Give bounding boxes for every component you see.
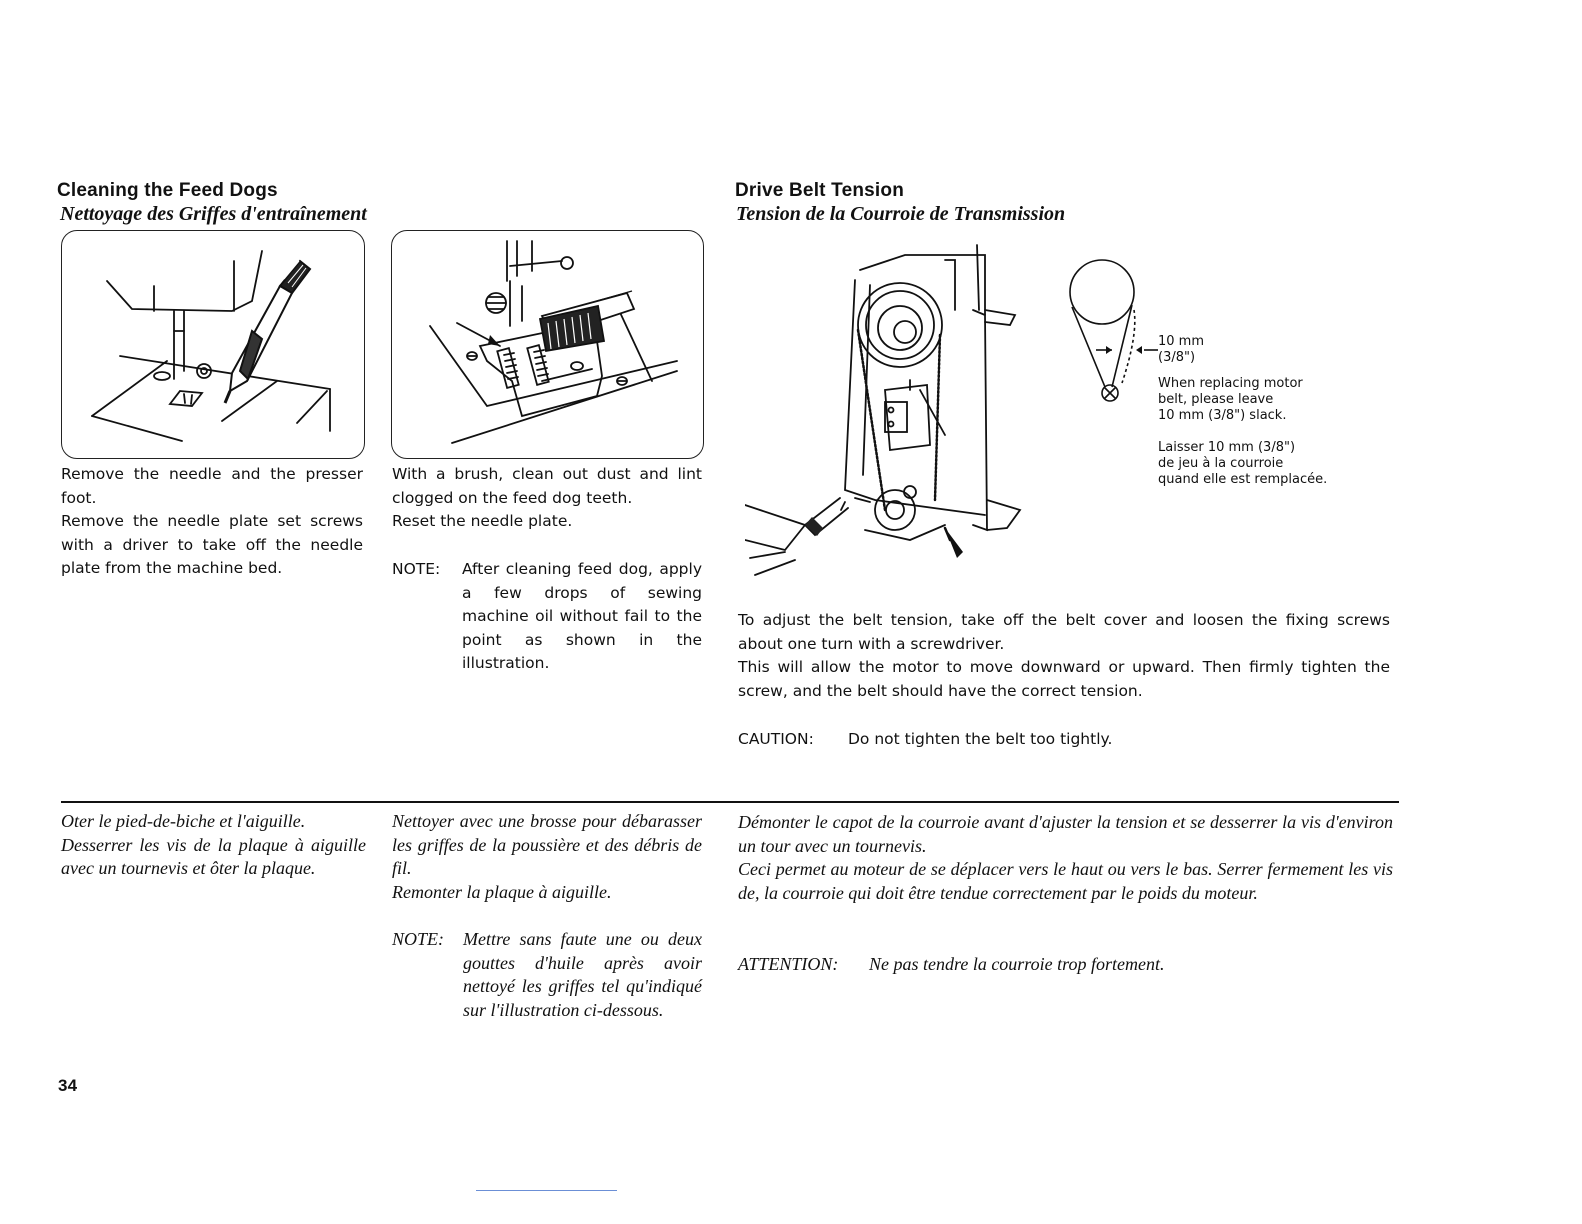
paragraph: Reset the needle plate. <box>392 512 573 530</box>
scan-artifact-line <box>476 1190 617 1191</box>
figure-belt-slack <box>1060 255 1160 410</box>
paragraph: Oter le pied-de-biche et l'aiguille. <box>61 811 306 831</box>
slack-note-en <box>1158 376 1303 424</box>
note-line: quand elle est remplacée. <box>1158 472 1328 487</box>
caution-note <box>738 728 1390 752</box>
paragraph: Remonter la plaque à aiguille. <box>392 881 612 902</box>
note-line: When replacing motor <box>1158 376 1303 391</box>
figure-brush-feed-dogs <box>391 230 704 459</box>
paragraph: Remove the needle plate set screws with a driver to take off the needle plate from the machine bed. <box>61 512 363 577</box>
section-title-drive-belt-fr: Tension de la Courroie de Transmission <box>736 203 1066 225</box>
note-oil <box>392 558 702 676</box>
instructions-belt-tension-fr <box>738 811 1393 905</box>
instructions-brush <box>392 463 702 534</box>
note-line: belt, please leave <box>1158 392 1274 407</box>
section-title-feed-dogs-fr: Nettoyage des Griffes d'entraînement <box>60 203 367 225</box>
measure-mm: 10 mm <box>1158 334 1205 349</box>
illustration-brush-feed-dogs <box>392 231 703 458</box>
note-line: Laisser 10 mm (3/8") <box>1158 440 1296 455</box>
caution-text: Do not tighten the belt too tightly. <box>848 730 1113 748</box>
caution-label: CAUTION: <box>738 730 814 748</box>
paragraph: Remove the needle and the presser foot. <box>61 465 363 507</box>
instructions-belt-tension <box>738 609 1390 703</box>
illustration-screwdriver-needle-plate <box>62 231 364 458</box>
page-number: 34 <box>58 1076 78 1095</box>
illustration-belt-mechanism <box>745 240 1035 595</box>
paragraph: Ceci permet au moteur de se déplacer vers le haut ou vers le bas. Serrer fermement les vis de, la courroie qui doit être tendue correctement par le poids du moteur. <box>738 859 1393 903</box>
caution-label: ATTENTION: <box>738 954 839 974</box>
paragraph: To adjust the belt tension, take off the belt cover and loosen the fixing screws about one turn with a screwdriver. <box>738 611 1390 653</box>
section-title-drive-belt: Drive Belt Tension <box>735 180 905 201</box>
section-title-feed-dogs: Cleaning the Feed Dogs <box>57 180 278 201</box>
diagram-belt-slack <box>1060 255 1160 410</box>
note-label: NOTE: <box>392 929 445 949</box>
caution-note-fr <box>738 953 1393 977</box>
note-oil-fr <box>392 928 702 1022</box>
paragraph: Nettoyer avec une brosse pour débarasser les griffes de la poussière et des débris de fil. <box>392 811 702 878</box>
figure-remove-needle-plate <box>61 230 365 459</box>
note-text: After cleaning feed dog, apply a few drops of sewing machine oil without fail to the point as shown in the illustration. <box>462 560 702 672</box>
slack-note-fr <box>1158 440 1327 488</box>
instructions-remove-plate <box>61 463 363 581</box>
instructions-brush-fr <box>392 810 702 904</box>
note-text: Mettre sans faute une ou deux gouttes d'huile après avoir nettoyé les griffes tel qu'indiqué sur l'illustration ci-dessous. <box>463 929 702 1020</box>
paragraph: Démonter le capot de la courroie avant d'ajuster la tension et se desserrer la vis d'environ un tour avec un tournevis. <box>738 812 1393 856</box>
note-line: 10 mm (3/8") slack. <box>1158 408 1287 423</box>
paragraph: This will allow the motor to move downward or upward. Then firmly tighten the screw, and the belt should have the correct tension. <box>738 658 1390 700</box>
slack-measure <box>1158 334 1204 366</box>
paragraph: Desserrer les vis de la plaque à aiguille avec un tournevis et ôter la plaque. <box>61 834 366 878</box>
caution-text: Ne pas tendre la courroie trop fortement. <box>869 954 1165 974</box>
paragraph: With a brush, clean out dust and lint clogged on the feed dog teeth. <box>392 465 702 507</box>
measure-in: (3/8") <box>1158 350 1196 365</box>
note-line: de jeu à la courroie <box>1158 456 1284 471</box>
note-label: NOTE: <box>392 560 441 578</box>
figure-drive-belt <box>745 240 1035 595</box>
instructions-remove-plate-fr <box>61 810 366 881</box>
section-divider <box>61 801 1399 803</box>
